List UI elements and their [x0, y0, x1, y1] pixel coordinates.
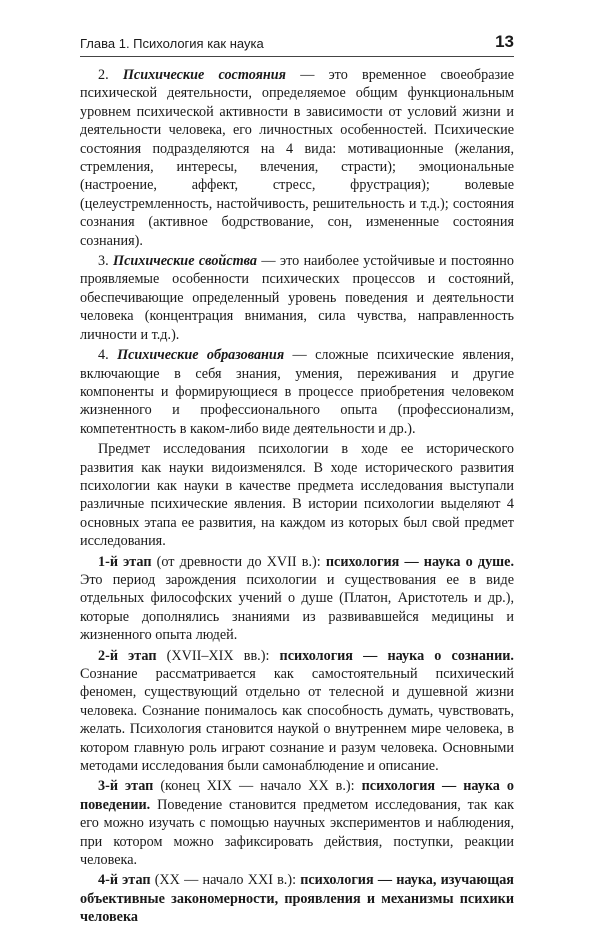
stage-label: 2-й этап	[98, 647, 157, 664]
definition-text: — это временное своеобразие психической деятельности, определяемое общим функциональным уровнем психической активности в зависимости от условий жизни и деятельности человека, его личностных особенностей. Психические состояния подразделяются на 4 вида: мотивационные (желания, стремления, интересы, влечения, страсти); эмоциональные (настроение, аффект, стресс, фрустрация); волевые (целеустремленность, настойчивость, решительность и т.д.); состояния сознания (активное бодрствование, сон, измененные состояния сознания).	[80, 67, 514, 249]
paragraph-psychic-formations	[80, 346, 514, 438]
chapter-title: Глава 1. Психология как наука	[80, 36, 264, 51]
item-number: 3.	[98, 253, 109, 270]
stage-period: (XX — начало XXI в.):	[150, 872, 301, 889]
running-header	[80, 34, 514, 57]
definition-text: — сложные психические явления, включающие в себя знания, умения, переживания и другие компоненты и формирующиеся в процессе приобретения человеком жизненного и профессионального опыта (профессионализм, компетентность в каком-либо виде деятельности и др.).	[80, 347, 514, 437]
stage-text: Это период зарождения психологии и существования ее в виде отдельных философских учений о душе (Платон, Аристотель и др.), которые дополнялись знаниями из развивавшейся медицины и жизненного опыта людей.	[80, 571, 514, 644]
stage-text: Сознание рассматривается как самостоятельный психический феномен, существующий отдельно от телесной и душевной жизни человека. Сознание понималось как способность думать, чувствовать, желать. Психология становится наукой о внутреннем мире человека, в котором главную роль играют сознание и разум человека. Основными методами исследования были самонаблюдение и описание.	[80, 666, 514, 775]
definition-text: — это наиболее устойчивые и постоянно проявляемые особенности психических процессов и состояний, обеспечивающие определенный уровень поведения и деятельности человека (концентрация внимания, сила чувства, направленность личности и т.д.).	[80, 253, 514, 343]
page-number: 13	[495, 32, 514, 51]
term-psychic-formations: Психические образования	[117, 347, 285, 364]
stage-subject: психология — наука о душе.	[325, 553, 514, 570]
stage-1	[80, 553, 514, 645]
paragraph-subject-history: Предмет исследования психологии в ходе ее исторического развития как науки видоизменялся. В ходе исторического развития психологии как науки в качестве предмета исследования выступали различные психические явления. В истории психологии выделяют 4 основных этапа ее развития, на каждом из которых был свой предмет исследования.	[80, 441, 514, 550]
stage-subject: психология — наука о поведении.	[80, 778, 514, 813]
stage-label: 1-й этап	[98, 553, 152, 570]
term-psychic-states: Психические состояния	[122, 67, 286, 83]
stage-label: 4-й этап	[98, 872, 151, 889]
item-number: 2.	[98, 67, 109, 83]
stage-subject: психология — наука о сознании.	[279, 647, 514, 664]
stage-3	[80, 777, 514, 869]
stage-text: Поведение становится предметом исследования, так как его можно изучать с помощью научных экспериментов и наблюдения, при котором можно зафиксировать действия, поступки, реакции человека.	[80, 796, 514, 869]
term-psychic-properties: Психические свойства	[113, 253, 257, 270]
item-number: 4.	[98, 347, 109, 364]
stage-4	[80, 871, 514, 926]
paragraph-psychic-properties	[80, 252, 514, 344]
stage-2	[80, 647, 514, 776]
stage-period: (XVII–XIX вв.):	[156, 647, 280, 664]
paragraph-psychic-states	[80, 66, 514, 250]
stage-subject: психология — наука, изучающая объективные закономерности, проявления и механизмы психики человека	[80, 872, 514, 926]
stage-period: (от древности до XVII в.):	[151, 553, 326, 570]
stage-period: (конец XIX — начало XX в.):	[153, 778, 362, 795]
stage-label: 3-й этап	[98, 778, 154, 795]
page-body	[80, 66, 514, 929]
